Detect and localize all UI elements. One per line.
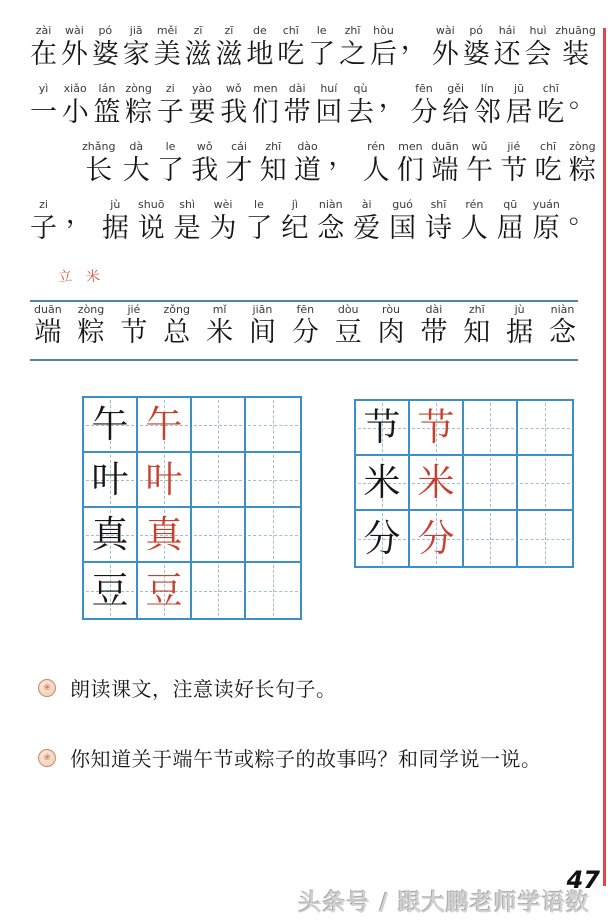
hanzi-token [347, 82, 374, 140]
pinyin: fēn [296, 303, 315, 316]
hanzi: 肉 [377, 317, 405, 348]
band-rule-top [30, 300, 578, 302]
grid-cell [84, 398, 138, 453]
hanzi: 粽 [568, 155, 596, 186]
hanzi: 据 [506, 317, 534, 348]
pinyin: zǒng [163, 303, 190, 316]
pinyin: niàn [550, 303, 575, 316]
hanzi: 才 [225, 155, 253, 186]
hanzi: 分 [291, 317, 319, 348]
hanzi: 豆 [334, 317, 362, 348]
pinyin: zhī [344, 24, 361, 37]
hanzi-token [245, 198, 272, 256]
hanzi: 在 [30, 39, 57, 70]
grid-cell [410, 511, 464, 566]
pinyin: měi [156, 24, 178, 37]
pinyin: hòu [373, 24, 394, 37]
hanzi: 婆 [462, 39, 490, 70]
hanzi-token [154, 24, 181, 82]
pinyin: zi [39, 198, 48, 211]
pinyin: wǔ [471, 140, 488, 153]
hanzi: 据 [101, 213, 129, 244]
hanzi: 去 [347, 97, 375, 128]
hanzi-token [34, 303, 62, 349]
pinyin: wài [435, 24, 455, 37]
hanzi: 节 [500, 155, 528, 186]
pinyin: lán [98, 82, 116, 95]
hanzi: 了 [245, 213, 273, 244]
hanzi-token [284, 82, 311, 140]
hanzi: 带 [420, 317, 448, 348]
hanzi: 居 [505, 97, 533, 128]
pinyin: dòu [337, 303, 359, 316]
radical-mark: 立 [57, 268, 73, 286]
practice-grid-right [354, 399, 574, 568]
hanzi: 。 [568, 199, 596, 230]
pinyin: jù [514, 303, 525, 316]
hanzi: 吃 [277, 39, 305, 70]
pinyin: dà [129, 140, 144, 153]
hanzi-token [432, 24, 459, 82]
grid-cell [138, 508, 192, 563]
hanzi-token [328, 140, 355, 198]
hanzi-token [535, 140, 562, 198]
hanzi: 爱 [353, 213, 381, 244]
flower-seal-icon: ❀ [38, 679, 56, 697]
pinyin: de [252, 24, 267, 37]
pinyin: qū [503, 198, 518, 211]
hanzi-token [281, 198, 308, 256]
grid-cell [84, 508, 138, 563]
hanzi-token [92, 24, 119, 82]
grid-cell [518, 401, 572, 456]
hanzi-token [93, 82, 120, 140]
pinyin: wài [65, 24, 84, 37]
watermark: 头条号 / 跟大鹏老师学语数 [298, 890, 590, 916]
pinyin: qù [353, 82, 368, 95]
hanzi-token [189, 82, 216, 140]
reading-text [30, 24, 596, 256]
hanzi: 粽 [77, 317, 105, 348]
pinyin: mǐ [212, 303, 227, 316]
pinyin: shuō [138, 198, 165, 211]
pinyin: xiǎo [63, 82, 87, 95]
pinyin: ài [361, 198, 372, 211]
hanzi: 分 [410, 97, 438, 128]
hanzi: 节 [120, 317, 148, 348]
hanzi-token [260, 140, 287, 198]
hanzi-token [277, 24, 304, 82]
hanzi-token [215, 24, 242, 82]
hanzi-token [66, 198, 93, 256]
hanzi-token [425, 198, 452, 256]
grid-cell [246, 563, 300, 618]
hanzi: 长 [85, 155, 113, 186]
pinyin: jū [514, 82, 525, 95]
hanzi: 粽 [125, 97, 153, 128]
hanzi: 人 [460, 213, 488, 244]
hanzi: 会 [524, 39, 552, 70]
hanzi-token [125, 82, 152, 140]
hanzi-token [292, 303, 319, 349]
hanzi-token [525, 24, 552, 82]
hanzi-token [185, 24, 212, 82]
pinyin: chī [540, 140, 557, 153]
hanzi-token [537, 82, 564, 140]
model-character: 午 [91, 403, 129, 446]
hanzi-token [294, 140, 321, 198]
hanzi-token [174, 198, 201, 256]
pinyin: zhuāng [555, 24, 596, 37]
pinyin: zi [165, 82, 175, 95]
pinyin: zhī [265, 140, 282, 153]
practice-grid-left [82, 396, 302, 620]
hanzi: 念 [548, 317, 576, 348]
pinyin: rén [465, 198, 484, 211]
pinyin: huì [529, 24, 547, 37]
hanzi: 是 [173, 213, 201, 244]
hanzi: 美 [153, 39, 181, 70]
hanzi-token [555, 24, 595, 82]
text-line [30, 198, 596, 256]
model-character: 分 [363, 517, 401, 560]
hanzi-token [420, 303, 447, 349]
grid-cell [410, 456, 464, 511]
pinyin: pó [469, 24, 484, 37]
pinyin: rén [367, 140, 386, 153]
pinyin: zī [193, 24, 203, 37]
model-character: 叶 [91, 458, 129, 501]
hanzi: 子 [156, 97, 184, 128]
hanzi-token [363, 140, 390, 198]
grid-cell [192, 508, 246, 563]
hanzi-token [308, 24, 335, 82]
hanzi-token [500, 140, 527, 198]
hanzi: 为 [209, 213, 237, 244]
pinyin: wǒ [196, 140, 213, 153]
pinyin: jié [127, 303, 141, 316]
pinyin: wǒ [225, 82, 242, 95]
hanzi: 道 [294, 155, 322, 186]
trace-character: 豆 [145, 569, 183, 612]
hanzi-token [569, 140, 596, 198]
grid-cell [84, 563, 138, 618]
hanzi-token [463, 24, 490, 82]
hanzi: 端 [431, 155, 459, 186]
grid-cell [246, 508, 300, 563]
grid-cell [518, 456, 572, 511]
pinyin: jù [110, 198, 121, 211]
grid-cell [138, 453, 192, 508]
pinyin: jiān [252, 303, 273, 316]
hanzi-token [339, 24, 366, 82]
hanzi-token [315, 82, 342, 140]
pinyin: gěi [447, 82, 465, 95]
hanzi: 了 [156, 155, 184, 186]
pinyin: zòng [77, 303, 105, 316]
hanzi: 人 [362, 155, 390, 186]
trace-character: 叶 [145, 458, 183, 501]
model-character: 豆 [91, 569, 129, 612]
grid-cell [246, 398, 300, 453]
pinyin: dài [288, 82, 306, 95]
hanzi-token [120, 303, 147, 349]
hanzi: 们 [396, 155, 424, 186]
text-line [30, 82, 596, 140]
pinyin: duān [34, 303, 62, 316]
pinyin: guó [392, 198, 413, 211]
hanzi-token [191, 140, 218, 198]
model-character: 米 [363, 461, 401, 504]
pinyin: wèi [213, 198, 233, 211]
hanzi: 之 [339, 39, 367, 70]
hanzi: 邻 [473, 97, 501, 128]
hanzi: 一 [30, 97, 57, 128]
hanzi: ， [400, 25, 428, 56]
grid-cell [138, 398, 192, 453]
pinyin: shī [430, 198, 447, 211]
model-character: 节 [363, 406, 401, 449]
hanzi-token [220, 82, 247, 140]
hanzi-token [138, 198, 165, 256]
hanzi-token [335, 303, 362, 349]
hanzi-token [30, 24, 57, 82]
hanzi: 带 [283, 97, 311, 128]
pinyin: jì [291, 198, 298, 211]
hanzi: 要 [188, 97, 216, 128]
grid-cell [464, 456, 518, 511]
grid-cell [192, 453, 246, 508]
hanzi: 屈 [496, 213, 524, 244]
hanzi-token [157, 140, 184, 198]
page-edge-stripe [603, 28, 606, 886]
grid-cell [356, 401, 410, 456]
grid-cell [410, 401, 464, 456]
pinyin: jié [507, 140, 521, 153]
hanzi: 诗 [424, 213, 452, 244]
hanzi: 我 [220, 97, 248, 128]
hanzi-token [123, 140, 150, 198]
trace-character: 午 [145, 403, 183, 446]
hanzi: 念 [317, 213, 345, 244]
pinyin: huí [320, 82, 338, 95]
hanzi: 吃 [534, 155, 562, 186]
hanzi-token [82, 140, 115, 198]
hanzi-token [410, 82, 437, 140]
grid-cell [246, 453, 300, 508]
hanzi: 原 [532, 213, 560, 244]
hanzi: 还 [493, 39, 521, 70]
hanzi: 大 [122, 155, 150, 186]
hanzi: 婆 [91, 39, 119, 70]
hanzi-token [474, 82, 501, 140]
grid-cell [192, 398, 246, 453]
pinyin: chī [542, 82, 559, 95]
hanzi-token [252, 82, 279, 140]
grid-cell [464, 401, 518, 456]
hanzi-token [123, 24, 150, 82]
hanzi: 纪 [281, 213, 309, 244]
hanzi: 地 [246, 39, 274, 70]
hanzi: 装 [562, 39, 590, 70]
hanzi-token [157, 82, 184, 140]
hanzi-token [442, 82, 469, 140]
pinyin: lín [480, 82, 494, 95]
grid-cell [518, 511, 572, 566]
radical-mark: 米 [85, 268, 101, 286]
hanzi: 们 [251, 97, 279, 128]
hanzi-token [466, 140, 493, 198]
pinyin: dài [425, 303, 443, 316]
hanzi: ， [328, 141, 356, 172]
hanzi: 滋 [184, 39, 212, 70]
pinyin: zòng [569, 140, 596, 153]
exercise-item [38, 746, 592, 772]
hanzi: 后 [369, 39, 397, 70]
hanzi-token [61, 24, 88, 82]
hanzi-token [461, 198, 488, 256]
hanzi-token [397, 140, 424, 198]
hanzi: 回 [315, 97, 343, 128]
hanzi-token [317, 198, 344, 256]
pinyin: zī [224, 24, 234, 37]
hanzi-token [163, 303, 190, 349]
trace-character: 米 [417, 461, 455, 504]
exercise-text: 朗读课文，注意读好长句子。 [70, 677, 337, 701]
pinyin: le [316, 24, 327, 37]
pinyin: zòng [125, 82, 152, 95]
hanzi-token [569, 198, 596, 256]
pinyin: dào [297, 140, 318, 153]
pinyin: le [254, 198, 264, 211]
exercise-list [38, 676, 592, 816]
hanzi: 。 [568, 83, 596, 114]
hanzi: 篮 [93, 97, 121, 128]
pinyin: pó [98, 24, 113, 37]
pinyin: hái [498, 24, 516, 37]
hanzi: 滋 [215, 39, 243, 70]
hanzi-token [206, 303, 233, 349]
pinyin: le [165, 140, 176, 153]
hanzi: 了 [308, 39, 336, 70]
hanzi-token [210, 198, 237, 256]
exercise-text: 你知道关于端午节或粽子的故事吗？和同学说一说。 [70, 747, 542, 771]
pinyin: chī [282, 24, 299, 37]
trace-character: 分 [417, 517, 455, 560]
hanzi: 说 [137, 213, 165, 244]
pinyin: jiā [129, 24, 143, 37]
hanzi-token [353, 198, 380, 256]
hanzi-token [506, 303, 533, 349]
hanzi: ， [378, 83, 406, 114]
hanzi-token [78, 303, 105, 349]
hanzi-token [379, 82, 406, 140]
pinyin: ròu [382, 303, 401, 316]
radical-annotations [58, 266, 100, 286]
hanzi-token [30, 82, 57, 140]
hanzi: 间 [248, 317, 276, 348]
pinyin: yì [38, 82, 49, 95]
text-line [30, 24, 596, 82]
pinyin: cái [231, 140, 247, 153]
pinyin: zhī [468, 303, 485, 316]
grid-cell [84, 453, 138, 508]
grid-cell [138, 563, 192, 618]
pinyin: yuán [532, 198, 560, 211]
hanzi: 我 [191, 155, 219, 186]
hanzi: 子 [30, 213, 57, 244]
hanzi-token [378, 303, 405, 349]
hanzi: 总 [163, 317, 191, 348]
trace-character: 节 [417, 406, 455, 449]
hanzi: 知 [463, 317, 491, 348]
hanzi-token [494, 24, 521, 82]
new-words-row [34, 303, 576, 349]
model-character: 真 [91, 513, 129, 556]
grid-cell [356, 456, 410, 511]
hanzi: 外 [60, 39, 88, 70]
hanzi-token [497, 198, 524, 256]
page-number: 47 [566, 866, 600, 894]
hanzi-token [431, 140, 459, 198]
hanzi-token [370, 24, 397, 82]
hanzi: 给 [442, 97, 470, 128]
pinyin: shì [179, 198, 195, 211]
pinyin: zhǎng [82, 140, 116, 153]
exercise-item [38, 676, 592, 702]
hanzi-token [226, 140, 253, 198]
band-rule-bottom [30, 359, 578, 361]
hanzi-token [62, 82, 89, 140]
hanzi-token [30, 198, 57, 256]
hanzi: 国 [389, 213, 417, 244]
pinyin: men [253, 82, 278, 95]
hanzi-token [506, 82, 533, 140]
grid-cell [356, 511, 410, 566]
hanzi-token [463, 303, 490, 349]
pinyin: niàn [318, 198, 343, 211]
hanzi-token [102, 198, 129, 256]
hanzi: 端 [34, 317, 62, 348]
hanzi: ， [65, 199, 93, 230]
hanzi: 小 [61, 97, 89, 128]
hanzi-token [533, 198, 560, 256]
flower-seal-icon: ❀ [38, 749, 56, 767]
hanzi: 午 [466, 155, 494, 186]
trace-character: 真 [145, 513, 183, 556]
text-line [30, 140, 596, 198]
hanzi-token [246, 24, 273, 82]
grid-cell [192, 563, 246, 618]
hanzi-token [249, 303, 276, 349]
hanzi: 知 [259, 155, 287, 186]
hanzi: 家 [122, 39, 150, 70]
hanzi-token [569, 82, 596, 140]
pinyin: yào [192, 82, 212, 95]
hanzi: 吃 [537, 97, 565, 128]
pinyin: duān [431, 140, 459, 153]
hanzi-token [389, 198, 416, 256]
pinyin: zài [35, 24, 52, 37]
hanzi-token [549, 303, 576, 349]
hanzi-token [401, 24, 428, 82]
hanzi: 米 [206, 317, 234, 348]
hanzi: 外 [431, 39, 459, 70]
grid-cell [464, 511, 518, 566]
pinyin: men [398, 140, 423, 153]
pinyin: fēn [415, 82, 433, 95]
